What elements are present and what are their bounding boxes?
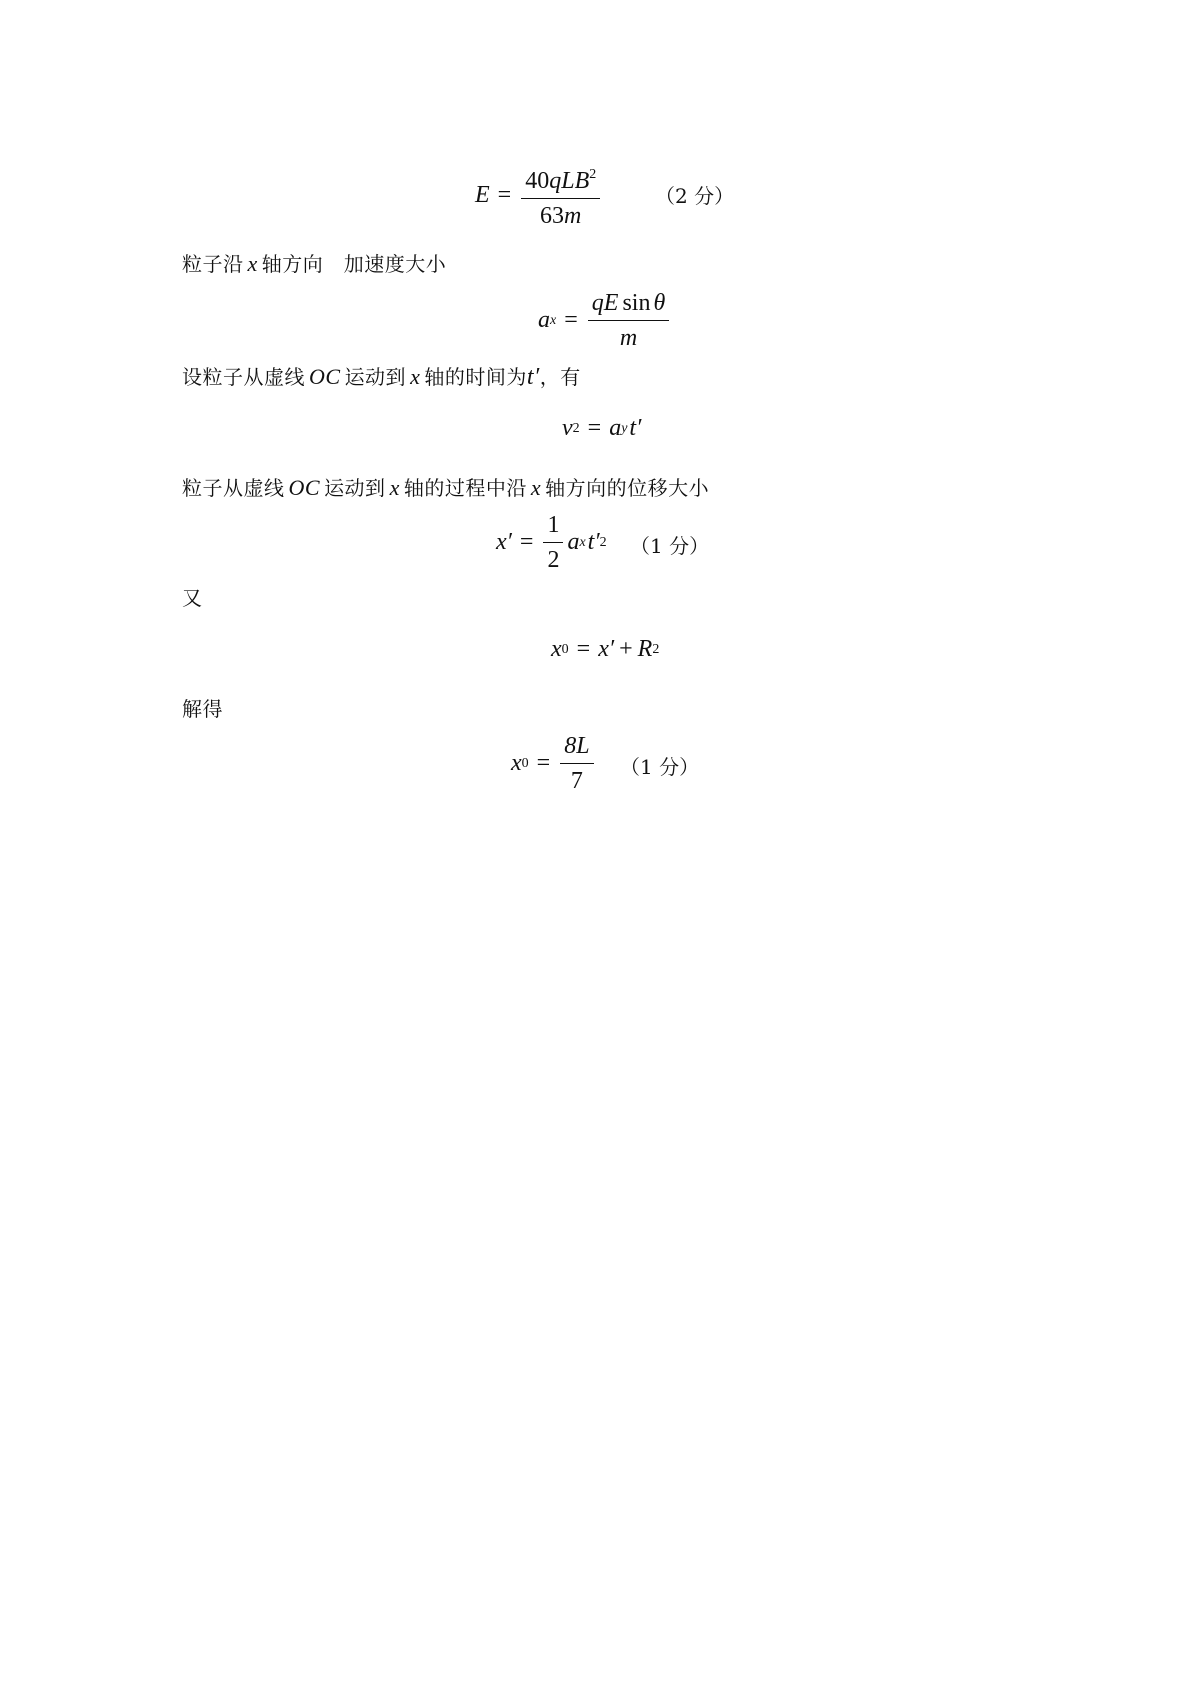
eq4-fraction bbox=[543, 510, 563, 575]
eq1-denominator bbox=[536, 199, 585, 231]
eq6-lhs: x bbox=[511, 750, 522, 776]
eq1-den-coef: 63 bbox=[540, 203, 565, 229]
line3-var2: x bbox=[530, 475, 542, 500]
line2-tprime: t′ bbox=[526, 364, 540, 390]
eq6-denominator: 7 bbox=[570, 768, 583, 794]
eq1-score: （2 分） bbox=[655, 184, 735, 208]
equation-displacement bbox=[496, 510, 607, 575]
eq4-numerator: 1 bbox=[543, 510, 563, 543]
line2-part2: 运动到 bbox=[344, 365, 407, 389]
line3-var1: x bbox=[389, 475, 400, 500]
eq5-lhs-sub: 0 bbox=[561, 641, 569, 657]
eq1-den-var: m bbox=[564, 203, 582, 229]
eq1-numerator bbox=[521, 160, 600, 199]
eq2-num-sin: sin bbox=[622, 290, 651, 316]
eq2-num-q: qE bbox=[591, 290, 619, 316]
equation-acceleration-x bbox=[538, 288, 671, 353]
eq1-lhs: E bbox=[475, 182, 490, 208]
line3-oc: OC bbox=[288, 475, 321, 500]
text-line-acceleration bbox=[182, 250, 446, 278]
eq3-rhs-sub: y bbox=[621, 420, 628, 436]
eq4-denominator: 2 bbox=[547, 547, 560, 573]
eq1-equals: = bbox=[497, 182, 512, 208]
line3-part2: 运动到 bbox=[324, 476, 386, 500]
eq4-equals: = bbox=[519, 529, 534, 555]
equation-velocity bbox=[562, 415, 641, 442]
line1-part2: 轴方向 加速度大小 bbox=[261, 252, 447, 276]
eq2-fraction bbox=[588, 288, 669, 353]
eq2-lhs: a bbox=[538, 307, 550, 333]
eq4-t-exp: 2 bbox=[599, 534, 607, 550]
eq2-equals: = bbox=[564, 307, 578, 333]
eq3-lhs: v bbox=[562, 415, 573, 441]
text-line-also bbox=[182, 584, 203, 612]
eq3-rhs-t: t′ bbox=[629, 415, 642, 441]
text-line-solve bbox=[182, 695, 223, 723]
text-line-displacement bbox=[182, 474, 709, 502]
eq2-lhs-sub: x bbox=[550, 312, 557, 328]
eq5-equals: = bbox=[576, 636, 591, 662]
line3-part3: 轴的过程中沿 bbox=[403, 476, 527, 500]
line2-oc: OC bbox=[309, 364, 341, 389]
eq3-rhs: a bbox=[609, 415, 622, 441]
equation-x0-result bbox=[511, 731, 596, 796]
equation-x0-sum bbox=[551, 636, 659, 663]
eq4-t: t′ bbox=[587, 529, 600, 555]
eq4-a: a bbox=[567, 529, 580, 555]
eq5-plus: + bbox=[619, 636, 633, 662]
eq6-lhs-sub: 0 bbox=[521, 755, 529, 771]
eq1-num-exp: 2 bbox=[589, 167, 597, 182]
line2-part1: 设粒子从虚线 bbox=[182, 365, 305, 389]
eq6-score: （1 分） bbox=[620, 755, 700, 779]
eq2-denominator: m bbox=[619, 325, 638, 351]
line2-var: x bbox=[410, 364, 421, 389]
eq6-numerator: 8L bbox=[560, 731, 593, 764]
line4-text: 又 bbox=[182, 586, 203, 610]
eq1-num-vars: qLB bbox=[549, 168, 590, 194]
line2-part4: ，有 bbox=[539, 365, 581, 389]
line2-part3: 轴的时间为 bbox=[424, 365, 527, 389]
eq4-a-sub: x bbox=[579, 534, 586, 550]
line1-part1: 粒子沿 bbox=[182, 252, 244, 276]
equation-electric-field bbox=[475, 160, 602, 231]
eq3-lhs-sub: 2 bbox=[572, 420, 580, 436]
line3-part4: 轴方向的位移大小 bbox=[545, 476, 710, 500]
eq5-lhs: x bbox=[551, 636, 562, 662]
eq6-fraction bbox=[560, 731, 593, 796]
eq4-score: （1 分） bbox=[630, 534, 710, 558]
eq4-lhs: x′ bbox=[496, 529, 512, 555]
line5-text: 解得 bbox=[182, 697, 223, 721]
eq3-equals: = bbox=[587, 415, 602, 441]
text-line-time bbox=[182, 363, 581, 391]
line3-part1: 粒子从虚线 bbox=[182, 476, 285, 500]
eq5-r2: R bbox=[637, 636, 653, 662]
eq6-equals: = bbox=[536, 750, 551, 776]
line1-var: x bbox=[247, 251, 258, 276]
eq2-num-theta: θ bbox=[653, 290, 666, 316]
eq2-numerator bbox=[588, 288, 669, 321]
eq5-r1: x′ bbox=[598, 636, 615, 662]
eq1-num-coef: 40 bbox=[525, 168, 550, 194]
eq1-fraction bbox=[521, 160, 600, 231]
eq5-r2-sub: 2 bbox=[652, 641, 660, 657]
